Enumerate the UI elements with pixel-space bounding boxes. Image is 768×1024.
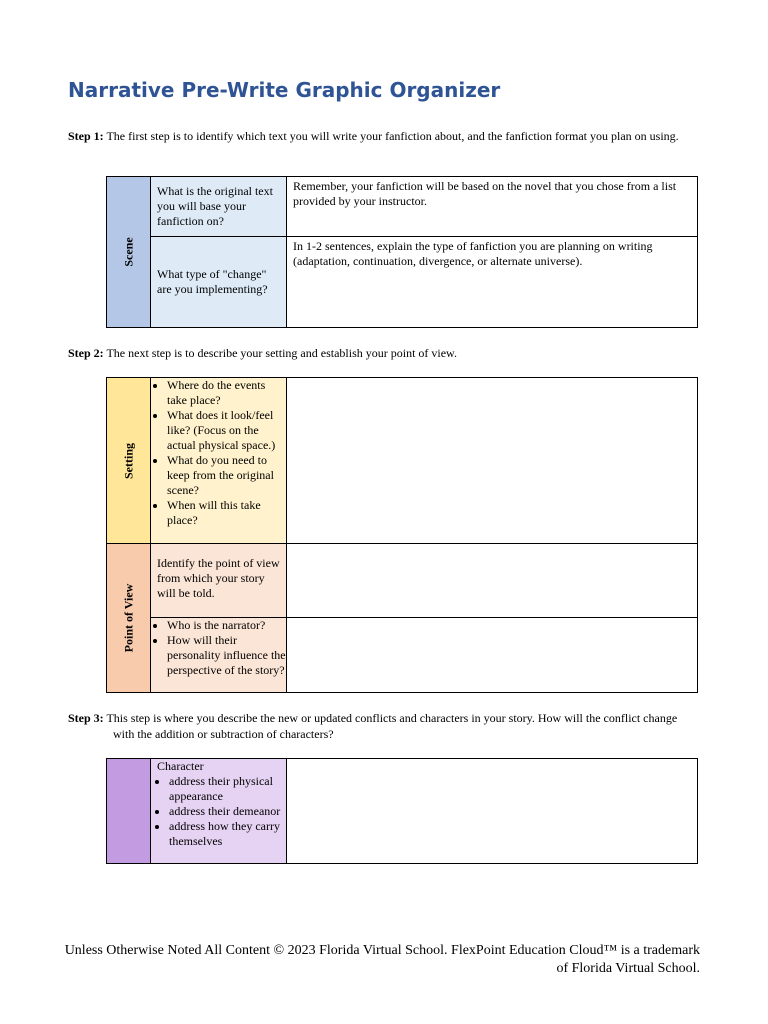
scene-answer-change-type: In 1-2 sentences, explain the type of fanfiction you are planning on writing (adaptation, continuation, divergence, or alternate universe). bbox=[293, 239, 653, 268]
pov-bullet: • Who is the narrator? bbox=[167, 618, 286, 633]
character-answer-cell[interactable] bbox=[287, 759, 698, 864]
scene-answer-original-text-cell[interactable] bbox=[287, 177, 698, 237]
step1-label: Step 1: bbox=[68, 129, 104, 143]
scene-table bbox=[106, 176, 698, 328]
step2-label: Step 2: bbox=[68, 346, 104, 360]
setting-bullet-list bbox=[151, 378, 286, 528]
setting-bullet: • What does it look/feel like? (Focus on the actual physical space.) bbox=[167, 408, 286, 453]
scene-question-original-text-cell bbox=[151, 177, 287, 237]
setting-questions-cell bbox=[151, 378, 287, 544]
scene-question-change-type: What type of "change" are you implementing? bbox=[157, 267, 268, 296]
setting-label: Setting bbox=[121, 442, 135, 479]
pov-question: Identify the point of view from which your story will be told. bbox=[157, 556, 280, 600]
scene-question-change-type-cell bbox=[151, 237, 287, 328]
step2-instructions bbox=[68, 345, 690, 361]
step2-text: The next step is to describe your setting and establish your point of view. bbox=[103, 346, 457, 360]
pov-narrator-answer-cell[interactable] bbox=[287, 618, 698, 693]
step3-instructions bbox=[68, 710, 690, 742]
step3-label: Step 3: bbox=[68, 711, 104, 725]
pov-label-cell bbox=[107, 544, 151, 693]
character-bullet: • address how they carry themselves bbox=[169, 819, 286, 849]
scene-answer-change-type-cell[interactable] bbox=[287, 237, 698, 328]
copyright-footer: Unless Otherwise Noted All Content © 2023 Florida Virtual School. FlexPoint Education Cloud™ is a trademark of Florida Virtual School. bbox=[64, 943, 700, 976]
setting-bullet: • When will this take place? bbox=[167, 498, 286, 528]
step1-instructions bbox=[68, 128, 690, 144]
scene-answer-original-text: Remember, your fanfiction will be based on the novel that you chose from a list provided by your instructor. bbox=[293, 179, 677, 208]
pov-question-cell bbox=[151, 544, 287, 618]
step3-text: This step is where you describe the new or updated conflicts and characters in your story. How will the conflict change with the addition or subtraction of characters? bbox=[103, 711, 678, 741]
setting-bullet: • Where do the events take place? bbox=[167, 378, 286, 408]
character-label-cell bbox=[107, 759, 151, 864]
character-table bbox=[106, 758, 698, 864]
pov-bullet: • How will their personality influence the perspective of the story? bbox=[167, 633, 286, 678]
scene-label: Scene bbox=[121, 237, 135, 267]
character-questions-cell bbox=[151, 759, 287, 864]
scene-question-original-text: What is the original text you will base your fanfiction on? bbox=[157, 184, 273, 228]
character-bullet-list bbox=[151, 774, 286, 849]
setting-label-cell bbox=[107, 378, 151, 544]
character-bullet: • address their demeanor bbox=[169, 804, 286, 819]
setting-bullet: • What do you need to keep from the original scene? bbox=[167, 453, 286, 498]
pov-bullet-list bbox=[151, 618, 286, 678]
pov-narrator-questions-cell bbox=[151, 618, 287, 693]
character-heading: Character bbox=[157, 759, 204, 773]
page-title: Narrative Pre-Write Graphic Organizer bbox=[68, 78, 501, 102]
setting-pov-table bbox=[106, 377, 698, 693]
character-bullet: • address their physical appearance bbox=[169, 774, 286, 804]
pov-answer-cell[interactable] bbox=[287, 544, 698, 618]
step1-text: The first step is to identify which text you will write your fanfiction about, and the fanfiction format you plan on using. bbox=[103, 129, 679, 143]
scene-label-cell bbox=[107, 177, 151, 328]
pov-label: Point of View bbox=[121, 583, 135, 653]
setting-answer-cell[interactable] bbox=[287, 378, 698, 544]
